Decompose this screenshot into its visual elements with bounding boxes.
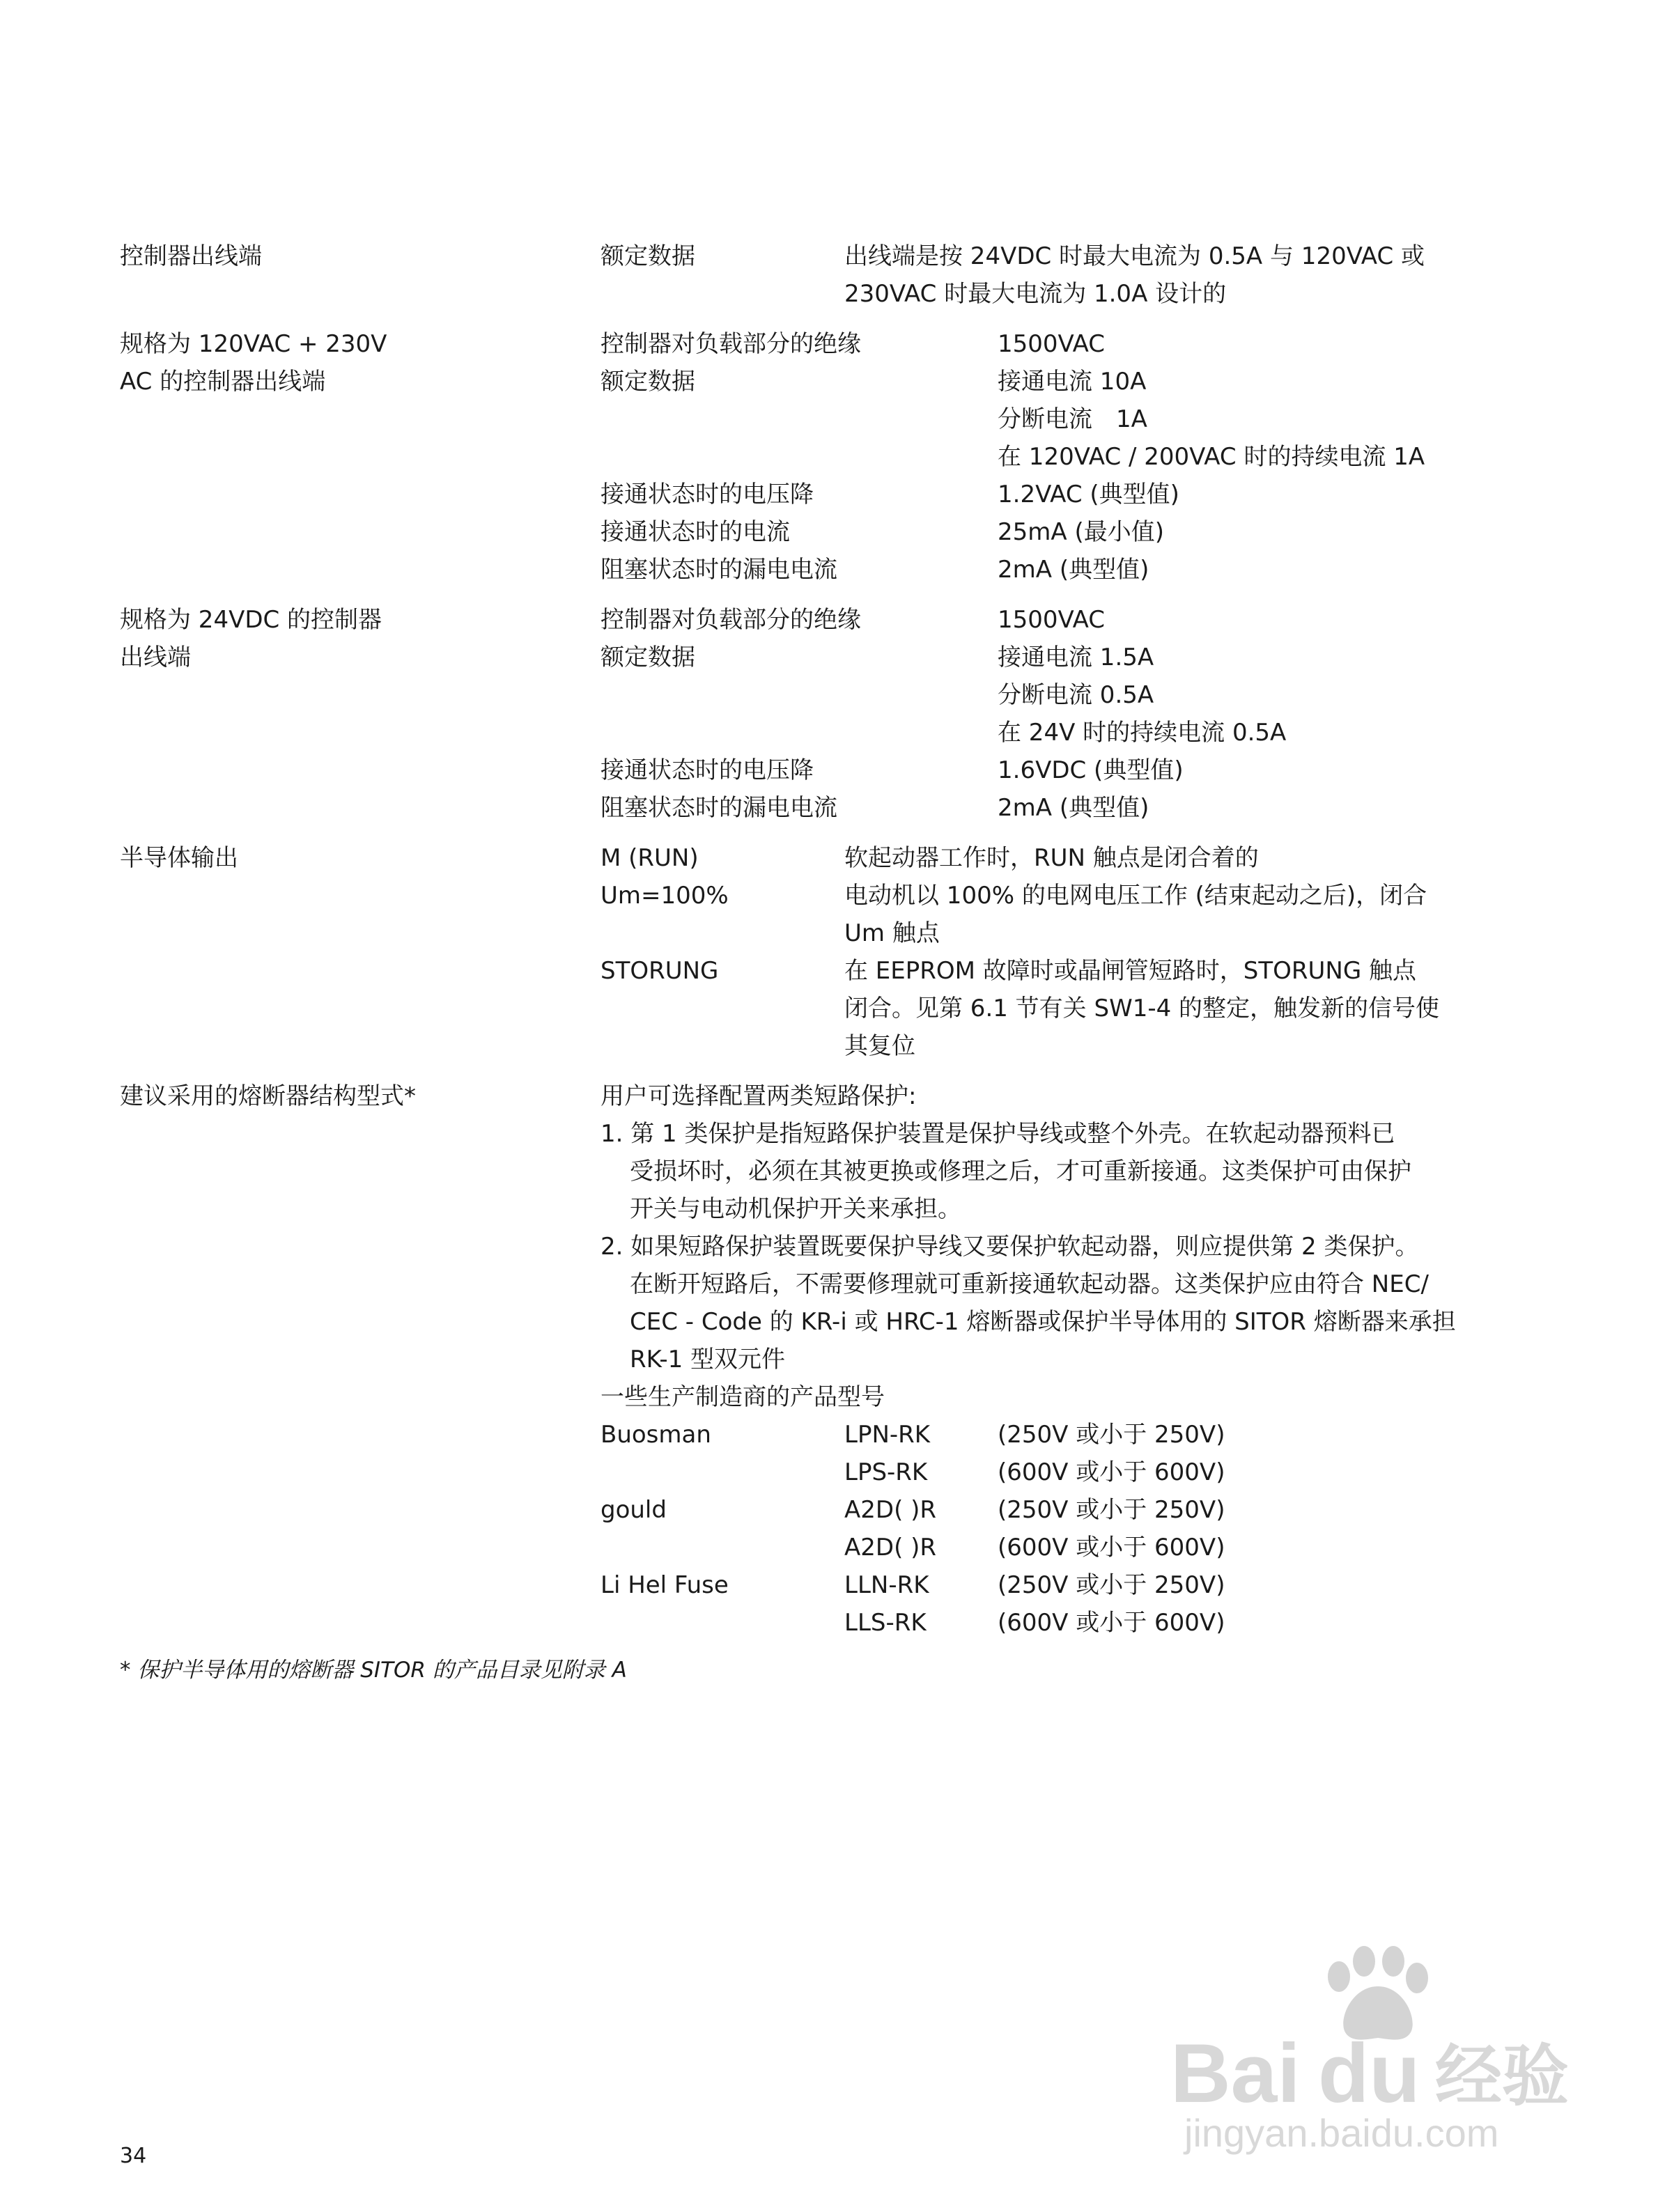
fuse-item1-line1: 1. 第 1 类保护是指短路保护装置是保护导线或整个外壳。在软起动器预料已	[601, 1120, 1395, 1148]
storung-value-line2: 闭合。见第 6.1 节有关 SW1-4 的整定，触发新的信号使	[844, 995, 1440, 1022]
spec-key: 阻塞状态时的漏电电流	[601, 556, 837, 584]
spec-value: 分断电流 0.5A	[998, 681, 1154, 709]
spec-key: 额定数据	[601, 368, 695, 396]
section-label-semiconductor-output: 半导体输出	[120, 844, 238, 872]
spec-key: 接通状态时的电流	[601, 518, 790, 546]
storung-value-line1: 在 EEPROM 故障时或晶闸管短路时，STORUNG 触点	[844, 957, 1417, 985]
svg-text:du: du	[1318, 2027, 1420, 2120]
spec-key: 接通状态时的电压降	[601, 481, 814, 508]
footnote: * 保护半导体用的熔断器 SITOR 的产品目录见附录 A	[120, 1658, 627, 1683]
product-rating: (600V 或小于 600V)	[998, 1534, 1225, 1561]
fuse-item2-line3: CEC - Code 的 KR-i 或 HRC-1 熔断器或保护半导体用的 SITOR 熔断器来承担	[630, 1308, 1456, 1336]
product-model: LLS-RK	[844, 1609, 927, 1637]
spec-value: 在 24V 时的持续电流 0.5A	[998, 719, 1287, 747]
product-maker: gould	[601, 1496, 667, 1524]
spec-value: 25mA (最小值)	[998, 518, 1164, 546]
baidu-jingyan-watermark	[1156, 1894, 1602, 2159]
spec-key: 控制器对负载部分的绝缘	[601, 606, 861, 634]
spec-value: 在 120VAC / 200VAC 时的持续电流 1A	[998, 443, 1425, 471]
svg-text:经验: 经验	[1435, 2037, 1569, 2115]
spec-value: 1.2VAC (典型值)	[998, 481, 1179, 508]
spec-value: 接通电流 10A	[998, 368, 1147, 396]
fuse-item2-line1: 2. 如果短路保护装置既要保护导线又要保护软起动器，则应提供第 2 类保护。	[601, 1233, 1419, 1261]
product-rating: (250V 或小于 250V)	[998, 1421, 1225, 1449]
product-model: A2D( )R	[844, 1534, 937, 1561]
um-value-line2: Um 触点	[844, 919, 940, 947]
spec-key: 阻塞状态时的漏电电流	[601, 794, 837, 822]
paw-icon	[1328, 1946, 1428, 2040]
spec-value: 1.6VDC (典型值)	[998, 756, 1184, 784]
um-key: Um=100%	[601, 882, 729, 910]
spec-value: 接通电流 1.5A	[998, 644, 1154, 671]
spec-value: 分断电流 1A	[998, 405, 1147, 433]
product-model: LPS-RK	[844, 1458, 928, 1486]
spec-key: 接通状态时的电压降	[601, 756, 814, 784]
rated-data-key: 额定数据	[601, 242, 695, 270]
run-key: M (RUN)	[601, 844, 699, 872]
product-model: LPN-RK	[844, 1421, 931, 1449]
spec-value: 1500VAC	[998, 330, 1106, 358]
rated-data-text-line2: 230VAC 时最大电流为 1.0A 设计的	[844, 280, 1227, 308]
section-label-fuse-type: 建议采用的熔断器结构型式*	[120, 1082, 416, 1110]
product-rating: (600V 或小于 600V)	[998, 1458, 1225, 1486]
spec-key: 控制器对负载部分的绝缘	[601, 330, 861, 358]
section-label-24vdc-line2: 出线端	[120, 644, 191, 671]
fuse-item1-line3: 开关与电动机保护开关来承担。	[630, 1195, 961, 1223]
section-label-120vac-line2: AC 的控制器出线端	[120, 368, 326, 396]
spec-value: 1500VAC	[998, 606, 1106, 634]
product-rating: (600V 或小于 600V)	[998, 1609, 1225, 1637]
fuse-item2-line4: RK-1 型双元件	[630, 1346, 786, 1373]
spec-value: 2mA (典型值)	[998, 794, 1149, 822]
product-rating: (250V 或小于 250V)	[998, 1571, 1225, 1599]
section-label-120vac-line1: 规格为 120VAC + 230V	[120, 330, 387, 358]
section-label-24vdc-line1: 规格为 24VDC 的控制器	[120, 606, 382, 634]
product-rating: (250V 或小于 250V)	[998, 1496, 1225, 1524]
product-maker: Li Hel Fuse	[601, 1571, 729, 1599]
page-number: 34	[120, 2144, 147, 2168]
spec-value: 2mA (典型值)	[998, 556, 1149, 584]
product-model: LLN-RK	[844, 1571, 929, 1599]
fuse-item2-line2: 在断开短路后，不需要修理就可重新接通软起动器。这类保护应由符合 NEC/	[630, 1270, 1429, 1298]
run-value: 软起动器工作时，RUN 触点是闭合着的	[844, 844, 1259, 872]
um-value-line1: 电动机以 100% 的电网电压工作 (结束起动之后)，闭合	[844, 882, 1427, 910]
fuse-item1-line2: 受损坏时，必须在其被更换或修理之后，才可重新接通。这类保护可由保护	[630, 1158, 1411, 1185]
product-maker: Buosman	[601, 1421, 711, 1449]
storung-value-line3: 其复位	[844, 1032, 915, 1060]
svg-text:Bai: Bai	[1170, 2027, 1301, 2120]
svg-text:jingyan.baidu.com: jingyan.baidu.com	[1184, 2111, 1499, 2155]
spec-key: 额定数据	[601, 644, 695, 671]
section-label-controller-output: 控制器出线端	[120, 242, 262, 270]
manufacturer-heading: 一些生产制造商的产品型号	[601, 1383, 885, 1411]
storung-key: STORUNG	[601, 957, 719, 985]
fuse-intro: 用户可选择配置两类短路保护:	[601, 1082, 917, 1110]
product-model: A2D( )R	[844, 1496, 937, 1524]
rated-data-text-line1: 出线端是按 24VDC 时最大电流为 0.5A 与 120VAC 或	[844, 242, 1425, 270]
